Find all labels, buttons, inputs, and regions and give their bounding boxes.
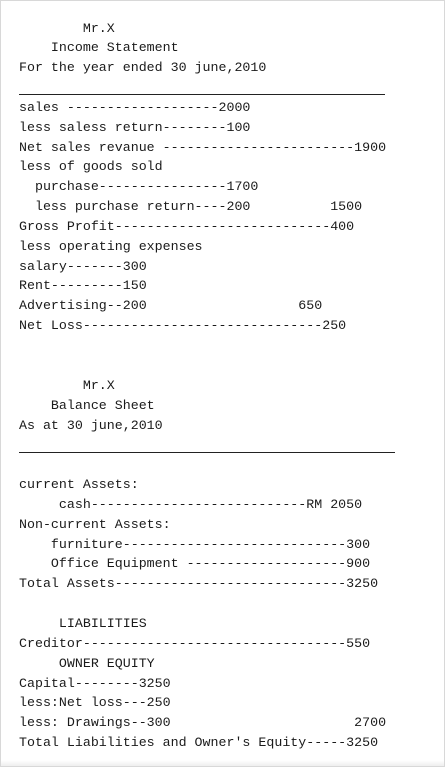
balance-line-non-current-assets: Non-current Assets: xyxy=(19,517,171,532)
balance-line-office-equipment: Office Equipment --------------------900 xyxy=(19,556,371,571)
balance-company-name: Mr.X xyxy=(19,378,115,393)
income-company-name: Mr.X xyxy=(19,21,115,36)
income-line-net-sales: Net sales revanue ------------------------1900 xyxy=(19,140,387,155)
income-line-salary: salary-------300 xyxy=(19,259,147,274)
income-line-operating-expenses: less operating expenses xyxy=(19,239,203,254)
income-line-net-loss: Net Loss------------------------------250 xyxy=(19,318,347,333)
balance-line-furniture: furniture----------------------------300 xyxy=(19,537,371,552)
income-line-cost-of-goods: less of goods sold xyxy=(19,159,163,174)
balance-line-creditor: Creditor---------------------------------550 xyxy=(19,636,371,651)
income-line-purchase: purchase----------------1700 xyxy=(19,179,259,194)
balance-line-current-assets: current Assets: xyxy=(19,477,139,492)
income-line-sales: sales -------------------2000 xyxy=(19,100,251,115)
income-line-advertising: Advertising--200 650 xyxy=(19,298,323,313)
balance-line-owner-equity-heading: OWNER EQUITY xyxy=(19,656,155,671)
balance-line-net-loss: less:Net loss---250 xyxy=(19,695,171,710)
balance-line-capital: Capital--------3250 xyxy=(19,676,171,691)
income-statement-period: For the year ended 30 june,2010 xyxy=(19,60,267,75)
income-line-rent: Rent---------150 xyxy=(19,278,147,293)
balance-line-drawings: less: Drawings--300 2700 xyxy=(19,715,387,730)
income-statement-title: Income Statement xyxy=(19,40,179,55)
income-header-rule xyxy=(19,94,385,95)
income-line-sales-return: less saless return--------100 xyxy=(19,120,251,135)
balance-line-total-assets: Total Assets-----------------------------3250 xyxy=(19,576,379,591)
balance-line-liabilities-heading: LIABILITIES xyxy=(19,616,147,631)
balance-sheet-date: As at 30 june,2010 xyxy=(19,418,163,433)
balance-line-total-liabilities-equity: Total Liabilities and Owner's Equity-----3250 xyxy=(19,735,379,750)
income-line-gross-profit: Gross Profit---------------------------400 xyxy=(19,219,355,234)
balance-line-cash: cash---------------------------RM 2050 xyxy=(19,497,363,512)
page-bottom-edge xyxy=(1,760,444,766)
income-line-purchase-return: less purchase return----200 1500 xyxy=(19,199,363,214)
balance-sheet-title: Balance Sheet xyxy=(19,398,155,413)
balance-header-rule xyxy=(19,452,395,453)
